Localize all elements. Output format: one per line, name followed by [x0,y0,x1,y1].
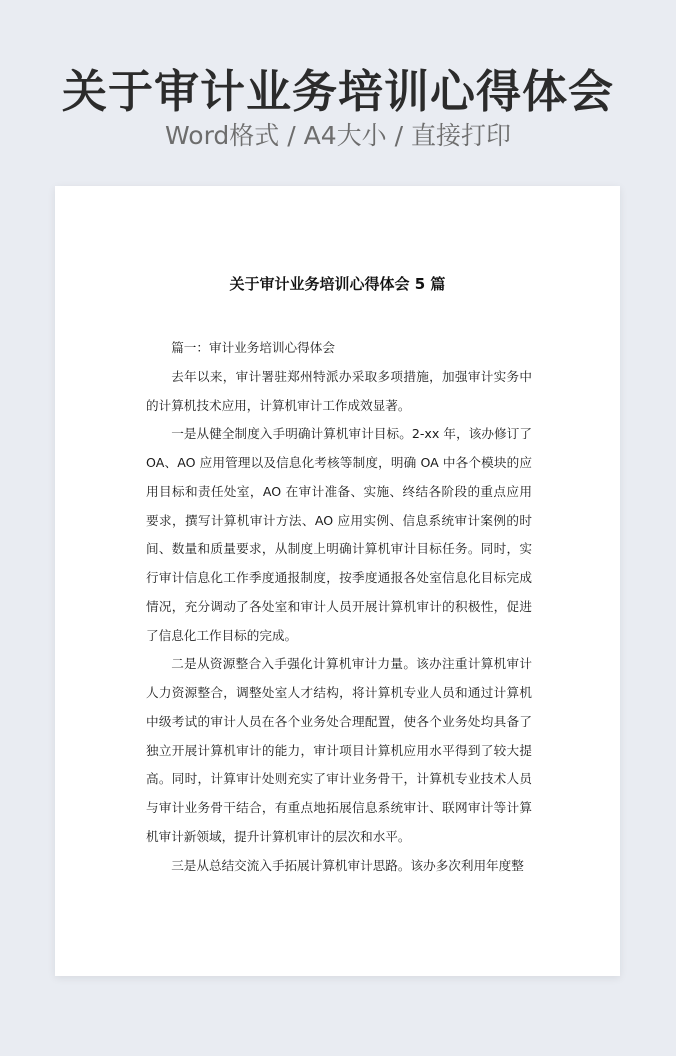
banner-subtitle: Word格式 / A4大小 / 直接打印 [165,121,511,150]
banner-title: 关于审计业务培训心得体会 [61,65,614,118]
paragraph-intro: 去年以来，审计署驻郑州特派办采取多项措施，加强审计实务中的计算机技术应用，计算机审计工作成效显著。 [146,368,532,413]
document-body [146,334,532,880]
document-title: 关于审计业务培训心得体会 5 篇 [229,275,446,293]
paragraph-point-3: 三是从总结交流入手拓展计算机审计思路。该办多次利用年度整 [171,857,524,873]
section-heading: 篇一：审计业务培训心得体会 [171,340,335,355]
paragraph-point-2: 二是从资源整合入手强化计算机审计力量。该办注重计算机审计人力资源整合，调整处室人才结构，将计算机专业人员和通过计算机中级考试的审计人员在各个业务处合理配置，使各个业务处均具备了独立开展计算机审计的能力，审计项目计算机应用水平得到了较大提高。同时，计算审计处则充实了审计业务骨干，计算机专业技术人员与审计业务骨干结合，有重点地拓展信息系统审计、联网审计等计算机审计新领域，提升计算机审计的层次和水平。 [146,656,532,844]
paragraph-point-1: 一是从健全制度入手明确计算机审计目标。2-xx 年，该办修订了 OA、AO 应用管理以及信息化考核等制度，明确 OA 中各个模块的应用目标和责任处室，AO 在审计准备、实施、终结各阶段的重点应用要求，撰写计算机审计方法、AO 应用实例、信息系统审计案例的时间、数量和质量要求，从制度上明确计算机审计目标任务。同时，实行审计信息化工作季度通报制度，按季度通报各处室信息化目标完成情况，充分调动了各处室和审计人员开展计算机审计的积极性，促进了信息化工作目标的完成。 [146,426,532,643]
